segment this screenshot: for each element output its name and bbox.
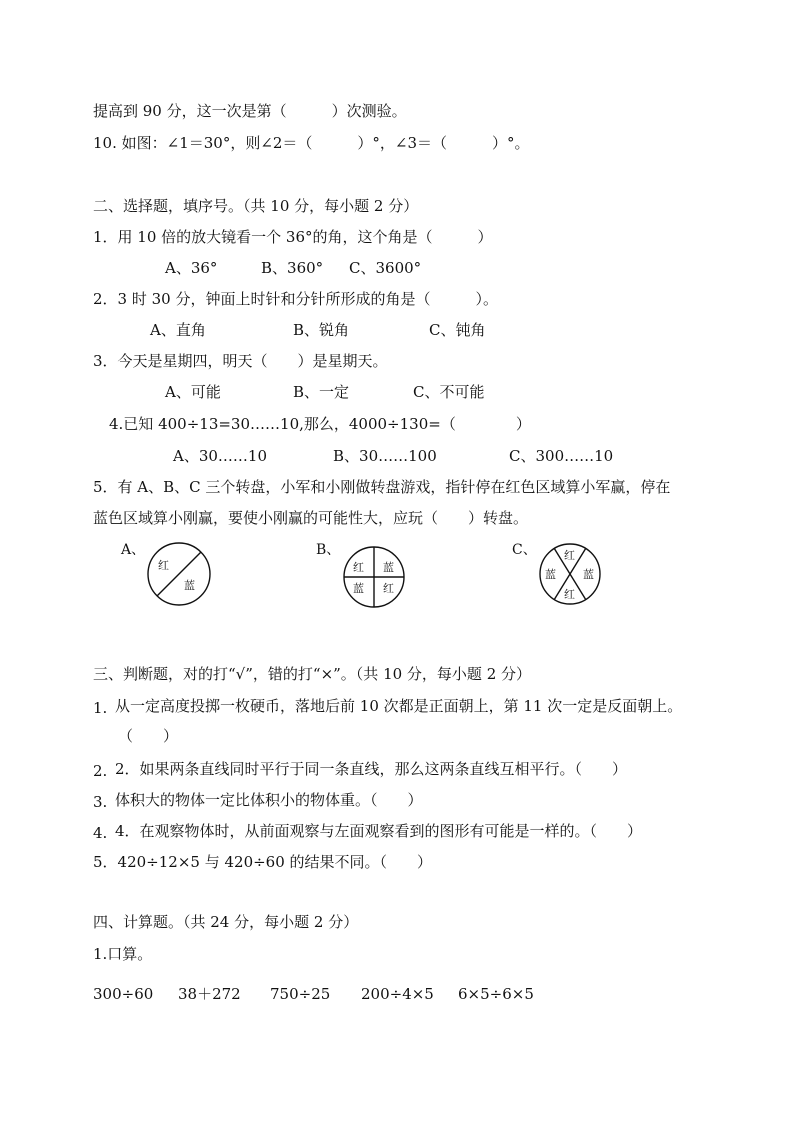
calc-item-1: 300÷60 xyxy=(93,985,154,1003)
s2-q3-stem: 3．今天是星期四，明天（ ）是星期天。 xyxy=(93,352,388,370)
calc-item-2: 38＋272 xyxy=(178,985,241,1003)
section4-heading: 四、计算题。（共 24 分，每小题 2 分） xyxy=(93,913,359,931)
section2-heading: 二、选择题，填序号。（共 10 分，每小题 2 分） xyxy=(93,197,419,215)
s2-q2-option-c: C、钝角 xyxy=(429,321,486,339)
s2-q2-option-b: B、锐角 xyxy=(293,321,350,339)
spinner-c-label: C、 xyxy=(512,542,537,558)
s3-q4-number: 4. xyxy=(93,824,108,842)
spinner-a-sector-blue: 蓝 xyxy=(184,579,195,592)
s2-q3-option-c: C、不可能 xyxy=(413,383,485,401)
s2-q4-option-b: B、30……100 xyxy=(333,447,437,465)
spinner-b xyxy=(343,546,405,608)
spinner-b-sector-top-right: 蓝 xyxy=(383,561,394,574)
spinner-c-sector-bottom: 红 xyxy=(564,588,575,601)
s2-q1-option-b: B、360° xyxy=(261,259,324,277)
spinner-c xyxy=(539,543,601,605)
calc-item-3: 750÷25 xyxy=(270,985,331,1003)
spinner-c-sector-top: 红 xyxy=(564,549,575,562)
s2-q4-option-c: C、300……10 xyxy=(509,447,614,465)
s3-q3-number: 3. xyxy=(93,793,108,811)
s2-q5-stem-line2: 蓝色区域算小刚赢，要使小刚赢的可能性大，应玩（ ）转盘。 xyxy=(93,509,529,527)
spinner-a xyxy=(147,542,211,606)
spinner-c-sector-left: 蓝 xyxy=(545,568,556,581)
s3-q4-text: 4．在观察物体时，从前面观察与左面观察看到的图形有可能是一样的。（ ） xyxy=(115,822,643,840)
s4-sub1-label: 1.口算。 xyxy=(93,945,153,963)
spinner-a-sector-red: 红 xyxy=(158,559,169,572)
s3-q1-line1: 从一定高度投掷一枚硬币，落地后前 10 次都是正面朝上，第 11 次一定是反面朝上。 xyxy=(115,697,683,715)
s2-q4-option-a: A、30……10 xyxy=(173,447,268,465)
s3-q1-number: 1. xyxy=(93,699,108,717)
calc-item-5: 6×5÷6×5 xyxy=(458,985,534,1003)
spinner-b-sector-top-left: 红 xyxy=(353,561,364,574)
s3-q5-text: 5．420÷12×5 与 420÷60 的结果不同。（ ） xyxy=(93,853,433,871)
s2-q3-option-b: B、一定 xyxy=(293,383,350,401)
spinner-b-label: B、 xyxy=(316,542,341,558)
s2-q5-stem-line1: 5．有 A、B、C 三个转盘，小军和小刚做转盘游戏，指针停在红色区域算小军赢，停在 xyxy=(93,478,671,496)
q10-line: 10. 如图：∠1＝30°，则∠2＝（ ）°，∠3＝（ ）°。 xyxy=(93,134,530,152)
s3-q3-text: 体积大的物体一定比体积小的物体重。（ ） xyxy=(115,791,423,809)
spinner-b-sector-bottom-left: 蓝 xyxy=(353,582,364,595)
s2-q1-option-c: C、3600° xyxy=(349,259,422,277)
spinner-a-label: A、 xyxy=(121,542,146,558)
s3-q1-line2: （ ） xyxy=(118,727,179,745)
spinner-b-sector-bottom-right: 红 xyxy=(383,582,394,595)
spinner-c-sector-right: 蓝 xyxy=(583,568,594,581)
s2-q1-stem: 1．用 10 倍的放大镜看一个 36°的角，这个角是（ ） xyxy=(93,228,493,246)
calc-item-4: 200÷4×5 xyxy=(361,985,434,1003)
s3-q2-text: 2．如果两条直线同时平行于同一条直线，那么这两条直线互相平行。（ ） xyxy=(115,760,628,778)
q9-tail-line: 提高到 90 分，这一次是第（ ）次测验。 xyxy=(93,102,407,120)
s2-q2-stem: 2．3 时 30 分，钟面上时针和分针所形成的角是（ ）。 xyxy=(93,290,498,308)
s2-q2-option-a: A、直角 xyxy=(150,321,206,339)
section3-heading: 三、判断题，对的打“√”，错的打“×”。（共 10 分，每小题 2 分） xyxy=(93,665,532,683)
s2-q3-option-a: A、可能 xyxy=(165,383,221,401)
s3-q2-number: 2. xyxy=(93,762,108,780)
s2-q4-stem: 4.已知 400÷13=30……10,那么，4000÷130=（ ） xyxy=(109,415,531,433)
s2-q1-option-a: A、36° xyxy=(165,259,218,277)
